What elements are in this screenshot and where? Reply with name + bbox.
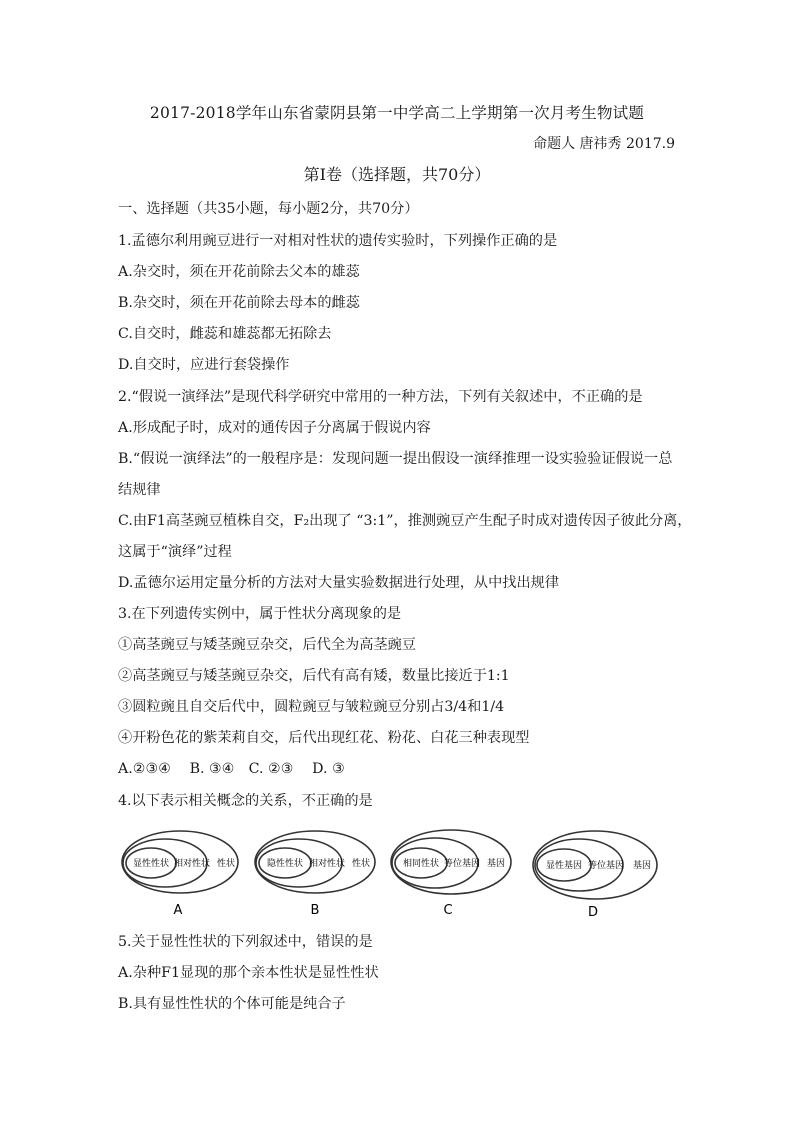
diagram-d-middle-text: 等位基因: [587, 861, 625, 871]
q1-option-d: D.自交时，应进行套袋操作: [118, 357, 290, 373]
q4-diagram-row: [118, 822, 678, 922]
q3-options: A.②③④ B. ③④ C. ②③ D. ③: [118, 761, 345, 777]
q1-option-b: B.杂交时，须在开花前除去母本的雌蕊: [118, 295, 360, 311]
q2-option-b-cont: 结规律: [118, 482, 161, 498]
author-line: 命题人 唐祎秀 2017.9: [533, 136, 675, 152]
diagram-a-middle-text: 相对性状: [173, 859, 211, 869]
diagram-c-middle-text: 等位基因: [443, 859, 481, 869]
page-title: 2017-2018学年山东省蒙阴县第一中学高二上学期第一次月考生物试题: [149, 104, 645, 122]
diagram-b-label: B: [310, 903, 320, 918]
q5-option-a: A.杂种F1显现的那个亲本性状是显性性状: [118, 965, 379, 981]
diagram-b-inner-text: 隐性性状: [266, 859, 304, 869]
diagram-b-outer-text: 性状: [351, 859, 371, 869]
concept-diagrams: [118, 822, 678, 922]
q1-stem: 1.孟德尔利用豌豆进行一对相对性状的遗传实验时，下列操作正确的是: [118, 233, 558, 249]
diagram-c-label: C: [443, 903, 453, 918]
q5-option-b: B.具有显性性状的个体可能是纯合子: [118, 996, 346, 1012]
diagram-a-label: A: [173, 903, 183, 918]
q2-option-b: B.“假说一演绎法”的一般程序是：发现问题一提出假设一演绎推理一设实验验证假说一总: [118, 451, 673, 467]
q2-option-c: C.由F1高茎豌豆植株自交，F₂出现了 “3:1”，推测豌豆产生配子时成对遗传因子彼此分离，: [118, 513, 692, 529]
diagram-a-outer-text: 性状: [216, 859, 236, 869]
diagram-d: [533, 831, 657, 920]
q2-option-d: D.孟德尔运用定量分析的方法对大量实验数据进行处理，从中找出规律: [118, 575, 560, 591]
q2-stem: 2.“假说一演绎法”是现代科学研究中常用的一种方法，下列有关叙述中，不正确的是: [118, 389, 643, 405]
diagram-c-inner-text: 相同性状: [402, 859, 440, 869]
q1-option-c: C.自交时，雌蕊和雄蕊都无拓除去: [118, 326, 332, 342]
q1-option-a: A.杂交时，须在开花前除去父本的雄蕊: [118, 264, 360, 280]
diagram-b-middle-text: 相对性状: [308, 859, 346, 869]
diagram-a-inner-text: 显性性状: [132, 859, 170, 869]
q5-stem: 5.关于显性性状的下列叙述中，错误的是: [118, 934, 373, 950]
diagram-d-label: D: [587, 905, 599, 920]
diagram-c-outer-text: 基因: [486, 859, 506, 869]
diagram-d-inner-text: 显性基因: [545, 861, 583, 871]
q3-stem: 3.在下列遗传实例中，属于性状分离现象的是: [118, 606, 402, 622]
part-heading: 一、选择题（共35小题，每小题2分，共70分）: [118, 201, 419, 217]
q2-option-c-cont: 这属于“演绎”过程: [118, 544, 232, 560]
diagram-b: [255, 831, 375, 918]
diagram-a: [122, 831, 238, 918]
q3-item-1: ①高茎豌豆与矮茎豌豆杂交，后代全为高茎豌豆: [118, 637, 416, 653]
diagram-c: [391, 830, 511, 918]
q3-item-2: ②高茎豌豆与矮茎豌豆杂交，后代有高有矮，数量比接近于1:1: [118, 668, 510, 684]
section-heading: 第Ⅰ卷（选择题，共70分）: [303, 165, 491, 184]
q3-item-3: ③圆粒豌且自交后代中，圆粒豌豆与皱粒豌豆分别占3/4和1/4: [118, 699, 505, 715]
q2-option-a: A.形成配子时，成对的通传因子分离属于假说内容: [118, 420, 431, 436]
q3-item-4: ④开粉色花的紫茉莉自交，后代出现红花、粉花、白花三种表现型: [118, 730, 530, 746]
q4-stem: 4.以下表示相关概念的关系，不正确的是: [118, 793, 373, 809]
diagram-d-outer-text: 基因: [632, 861, 652, 871]
